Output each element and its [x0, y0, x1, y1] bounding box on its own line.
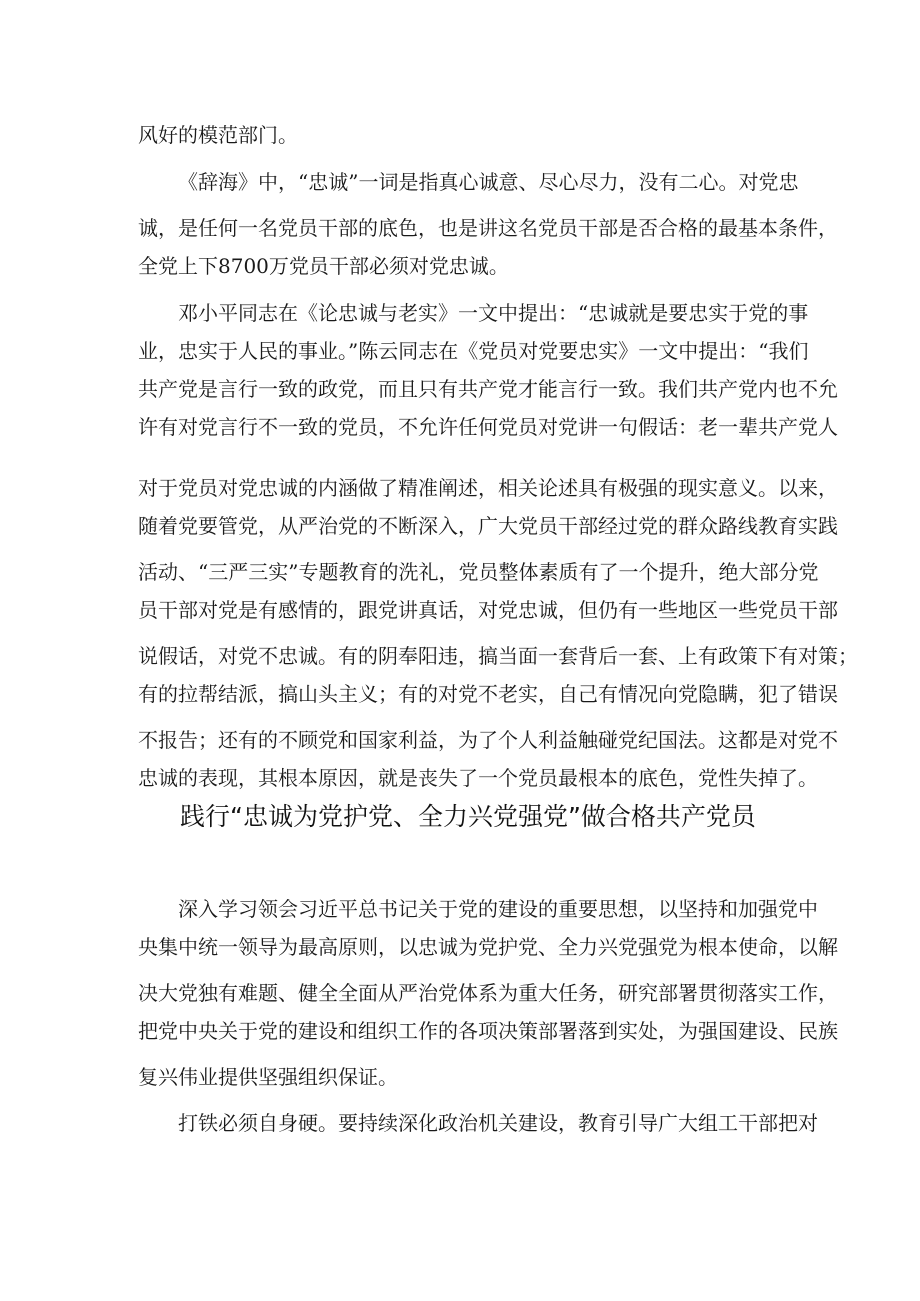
paragraph-line: 员干部对党是有感情的，跟党讲真话，对党忠诚，但仍有一些地区一些党员干部: [138, 598, 838, 622]
paragraph-line: 风好的模范部门。: [138, 123, 298, 147]
paragraph-line: 说假话，对党不忠诚。有的阴奉阳违，搞当面一套背后一套、上有政策下有对策；: [138, 644, 858, 668]
paragraph-line: 有的拉帮结派，搞山头主义；有的对党不老实，自己有情况向党隐瞒，犯了错误: [138, 682, 838, 706]
paragraph-line: 不报告；还有的不顾党和国家利益，为了个人利益触碰党纪国法。这都是对党不: [138, 728, 838, 752]
paragraph-line: 许有对党言行不一致的党员，不允许任何党员对党讲一句假话：老一辈共产党人: [138, 415, 838, 439]
paragraph-line: 全党上下8700万党员干部必须对党忠诚。: [138, 254, 509, 278]
paragraph-line: 深入学习领会习近平总书记关于党的建设的重要思想，以坚持和加强党中: [178, 897, 818, 921]
paragraph-line: 央集中统一领导为最高原则，以忠诚为党护党、全力兴党强党为根本使命，以解: [138, 935, 838, 959]
paragraph-line: 决大党独有难题、健全全面从严治党体系为重大任务，研究部署贯彻落实工作，: [138, 981, 838, 1005]
paragraph-line: 对于党员对党忠诚的内涵做了精准阐述，相关论述具有极强的现实意义。以来，: [138, 476, 838, 500]
section-heading: 践行“忠诚为党护党、全力兴党强党”做合格共产党员: [180, 802, 756, 831]
paragraph-line: 复兴伟业提供坚强组织保证。: [138, 1065, 398, 1089]
paragraph-line: 《辞海》中，“忠诚”一词是指真心诚意、尽心尽力，没有二心。对党忠: [178, 170, 799, 194]
paragraph-line: 邓小平同志在《论忠诚与老实》一文中提出：“忠诚就是要忠实于党的事: [178, 301, 809, 325]
paragraph-line: 共产党是言行一致的政党，而且只有共产党才能言行一致。我们共产党内也不允: [138, 377, 838, 401]
paragraph-line: 打铁必须自身硬。要持续深化政治机关建设，教育引导广大组工干部把对: [178, 1111, 818, 1135]
paragraph-line: 活动、“三严三实”专题教育的洗礼，党员整体素质有了一个提升，绝大部分党: [138, 560, 819, 584]
paragraph-line: 业，忠实于人民的事业。”陈云同志在《党员对党要忠实》一文中提出：“我们: [138, 339, 809, 363]
paragraph-line: 忠诚的表现，其根本原因，就是丧失了一个党员最根本的底色，党性失掉了。: [138, 766, 818, 790]
paragraph-line: 诚，是任何一名党员干部的底色，也是讲这名党员干部是否合格的最基本条件，: [138, 216, 838, 240]
paragraph-line: 把党中央关于党的建设和组织工作的各项决策部署落到实处，为强国建设、民族: [138, 1019, 838, 1043]
paragraph-line: 随着党要管党，从严治党的不断深入，广大党员干部经过党的群众路线教育实践: [138, 514, 838, 538]
